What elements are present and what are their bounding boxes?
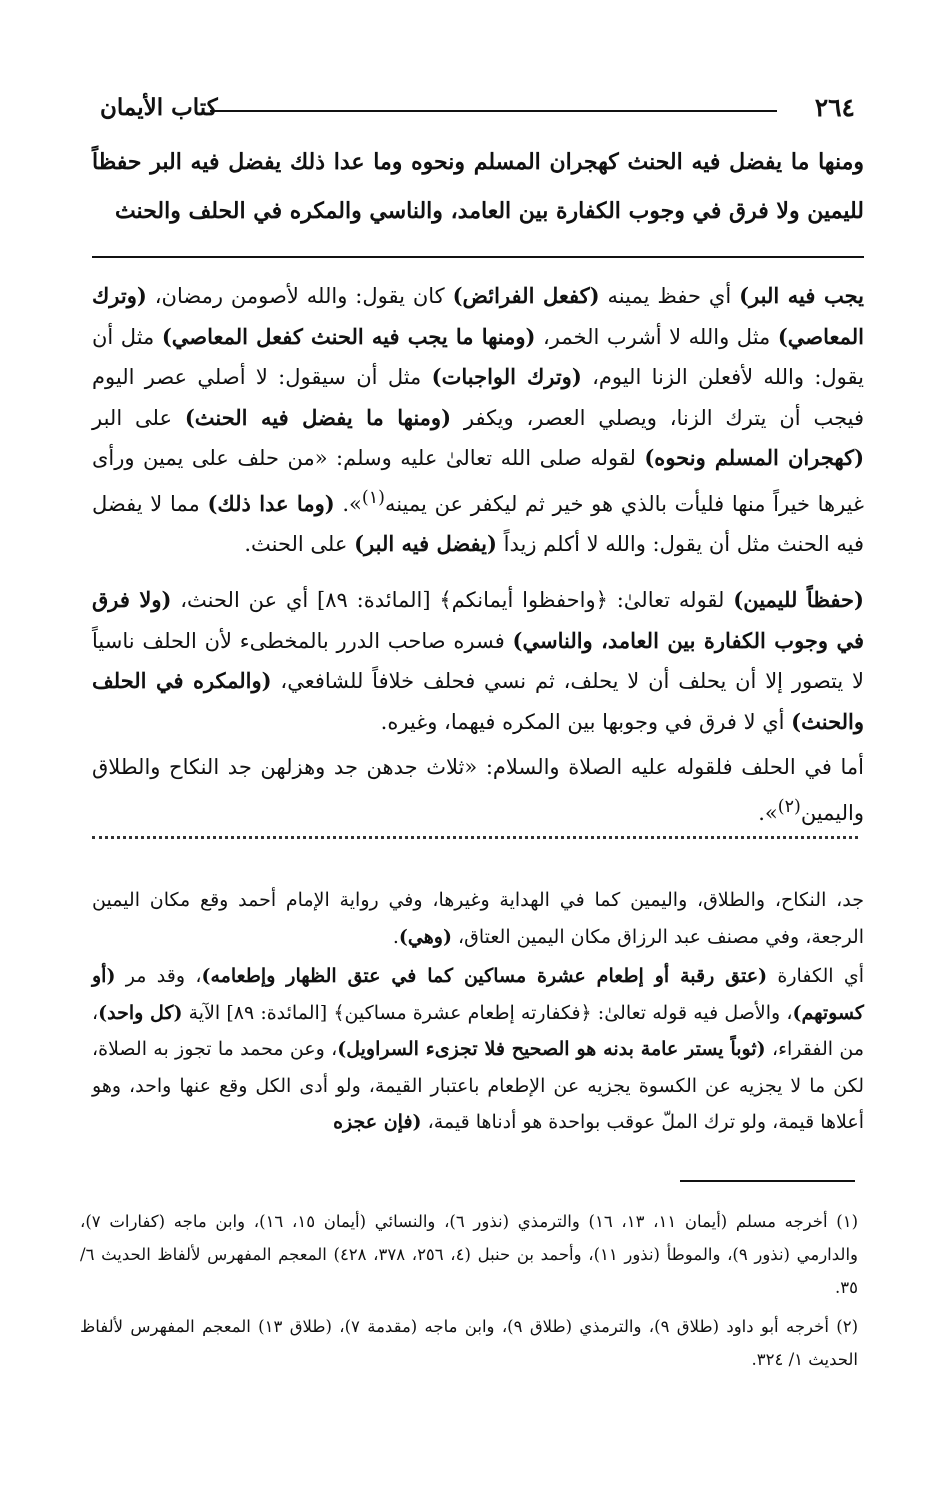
hashiya-text: ، من الفقراء، xyxy=(92,1001,864,1060)
hashiya-paragraph-1 xyxy=(92,882,864,955)
quoted-matn: (ومنها ما يجب فيه الحنث كفعل المعاصي) xyxy=(161,323,536,349)
quoted-matn: (أو كسوتهم) xyxy=(92,965,864,1024)
quoted-matn: (فإن عجزه xyxy=(333,1111,422,1133)
commentary-text: على البر xyxy=(92,405,185,430)
commentary-paragraph-2 xyxy=(92,580,864,742)
quoted-matn: (وترك الواجبات) xyxy=(431,364,582,389)
matn-paragraph: ومنها ما يفضل فيه الحنث كهجران المسلم ونحوه وما عدا ذلك يفضل فيه البر حفظاً لليمين ولا فرق في وجوب الكفارة بين العامد، والناسي والمكره في الحلف والحنث xyxy=(92,149,864,224)
commentary-text: أي لا فرق في وجوبها بين المكره فيهما، وغيره. xyxy=(380,709,792,734)
commentary-text: لقوله تعالىٰ: ﴿واحفظوا أيمانكم﴾ [المائدة: ٨٩] أي عن الحنث، xyxy=(171,588,734,612)
commentary-text: مثل أن سيقول: لا أصلي عصر اليوم فيجب أن يترك الزنا، ويصلي العصر، ويكفر xyxy=(92,365,864,430)
hashiya-paragraph-2 xyxy=(92,958,864,1141)
quoted-matn: (عتق رقبة أو إطعام عشرة مساكين كما في عتق الظهار وإطعامه) xyxy=(201,965,768,987)
hashiya-text: ، والأصل فيه قوله تعالىٰ: ﴿فكفارته إطعام عشرة مساكين﴾ [المائدة: ٨٩] الآية xyxy=(182,1001,793,1024)
quoted-matn: (ثوباً يستر عامة بدنه هو الصحيح فلا تجزىء السراويل) xyxy=(337,1038,766,1060)
quoted-matn: (كهجران المسلم ونحوه) xyxy=(644,445,865,470)
commentary-text: ». xyxy=(758,800,778,825)
page-header xyxy=(100,88,855,128)
page-number: ٢٦٤ xyxy=(814,93,855,122)
hashiya-text: جد، النكاح، والطلاق، واليمين كما في الهداية وغيرها، وفي رواية الإمام أحمد وقع مكان اليمين الرجعة، وفي مصنف عبد الرزاق مكان اليمين العتاق، xyxy=(92,889,864,948)
quoted-matn: (وترك المعاصي) xyxy=(92,283,864,349)
commentary-text: ». xyxy=(334,491,362,516)
commentary-paragraph-1 xyxy=(92,276,864,565)
commentary-paragraph-3 xyxy=(92,748,864,833)
quoted-matn: (وهي) xyxy=(398,925,452,948)
hashiya-text: أي الكفارة xyxy=(767,965,864,987)
commentary-text: مما لا يفضل فيه الحنث مثل أن يقول: والله لا أكلم زيداً xyxy=(92,491,864,556)
quoted-matn: (ولا فرق في وجوب الكفارة بين العامد، والناسي) xyxy=(92,587,864,653)
quoted-matn: (والمكره في الحلف والحنث) xyxy=(92,668,864,734)
quoted-matn: (كفعل الفرائض) xyxy=(452,283,600,308)
dotted-separator xyxy=(92,836,858,839)
hashiya-text: ، وقد مر xyxy=(115,965,202,987)
commentary-text: كان يقول: والله لأصومن رمضان، xyxy=(146,284,453,308)
footnotes xyxy=(80,1205,858,1382)
hashiya-text: . xyxy=(392,925,399,948)
quoted-matn: (ومنها ما يفضل فيه الحنث) xyxy=(184,404,452,430)
commentary-text: مثل والله لا أشرب الخمر، xyxy=(535,324,778,349)
running-title: كتاب الأيمان xyxy=(100,94,218,121)
header-rule xyxy=(210,110,777,112)
footnote-rule xyxy=(680,1180,855,1182)
footnote-1: (١) أخرجه مسلم (أيمان ١١، ١٣، ١٦) والترمذي (نذور ٦)، والنسائي (أيمان ١٥، ١٦)، وابن ماجه (كفارات ٧)، والدارمي (نذور ٩)، والموطأ (نذور ١١)، وأحمد بن حنبل (٤، ٢٥٦، ٣٧٨، ٤٢٨) المعجم المفهرس لألفاظ الحديث ٦/ ٣٥. xyxy=(80,1212,858,1297)
quoted-matn: (كل واحد) xyxy=(98,1001,183,1024)
hashiya-text: ، وعن محمد ما تجوز به الصلاة، لكن ما لا يجزيه عن الكسوة يجزيه عن الإطعام باعتبار القيمة، ولو أدى الكل وقع عنها واحد، وهو أعلاها قيمة، ولو ترك الملّ عوقب بواحدة هو أدناها قيمة، xyxy=(92,1038,864,1133)
footnote-ref-1[interactable]: (١) xyxy=(361,487,385,508)
matn-separator xyxy=(92,256,864,258)
quoted-matn: (حفظاً لليمين) xyxy=(733,587,864,612)
commentary-text: على الحنث. xyxy=(244,532,355,556)
commentary-text: مثل أن يقول: والله لأفعلن الزنا اليوم، xyxy=(92,324,864,389)
quoted-matn: (وما عدا ذلك) xyxy=(207,490,335,516)
commentary-text: لقوله صلى الله تعالىٰ عليه وسلم: «من حلف على يمين ورأى غيرها خيراً منها فليأت بالذي هو خير ثم ليكفر عن يمينه xyxy=(92,446,865,516)
quoted-matn: (يفضل فيه البر) xyxy=(354,531,497,556)
footnote-ref-2[interactable]: (٢) xyxy=(777,796,801,817)
footnote-2: (٢) أخرجه أبو داود (طلاق ٩)، والترمذي (طلاق ٩)، وابن ماجه (مقدمة ٧)، (طلاق ١٣) المعجم المفهرس لألفاظ الحديث ١/ ٣٢٤. xyxy=(80,1317,858,1369)
quoted-matn: يجب فيه البر) xyxy=(739,283,864,308)
commentary-text: أما في الحلف فلقوله عليه الصلاة والسلام: «ثلاث جدهن جد وهزلهن جد النكاح والطلاق واليمين xyxy=(92,755,864,825)
commentary-text: فسره صاحب الدرر بالمخطىء لأن الحلف ناسياً لا يتصور إلا أن يحلف أن لا يحلف، ثم نسي فحلف خلافاً للشافعي، xyxy=(92,628,865,693)
matn-text xyxy=(92,138,864,236)
commentary-text: أي حفظ يمينه xyxy=(599,284,740,308)
